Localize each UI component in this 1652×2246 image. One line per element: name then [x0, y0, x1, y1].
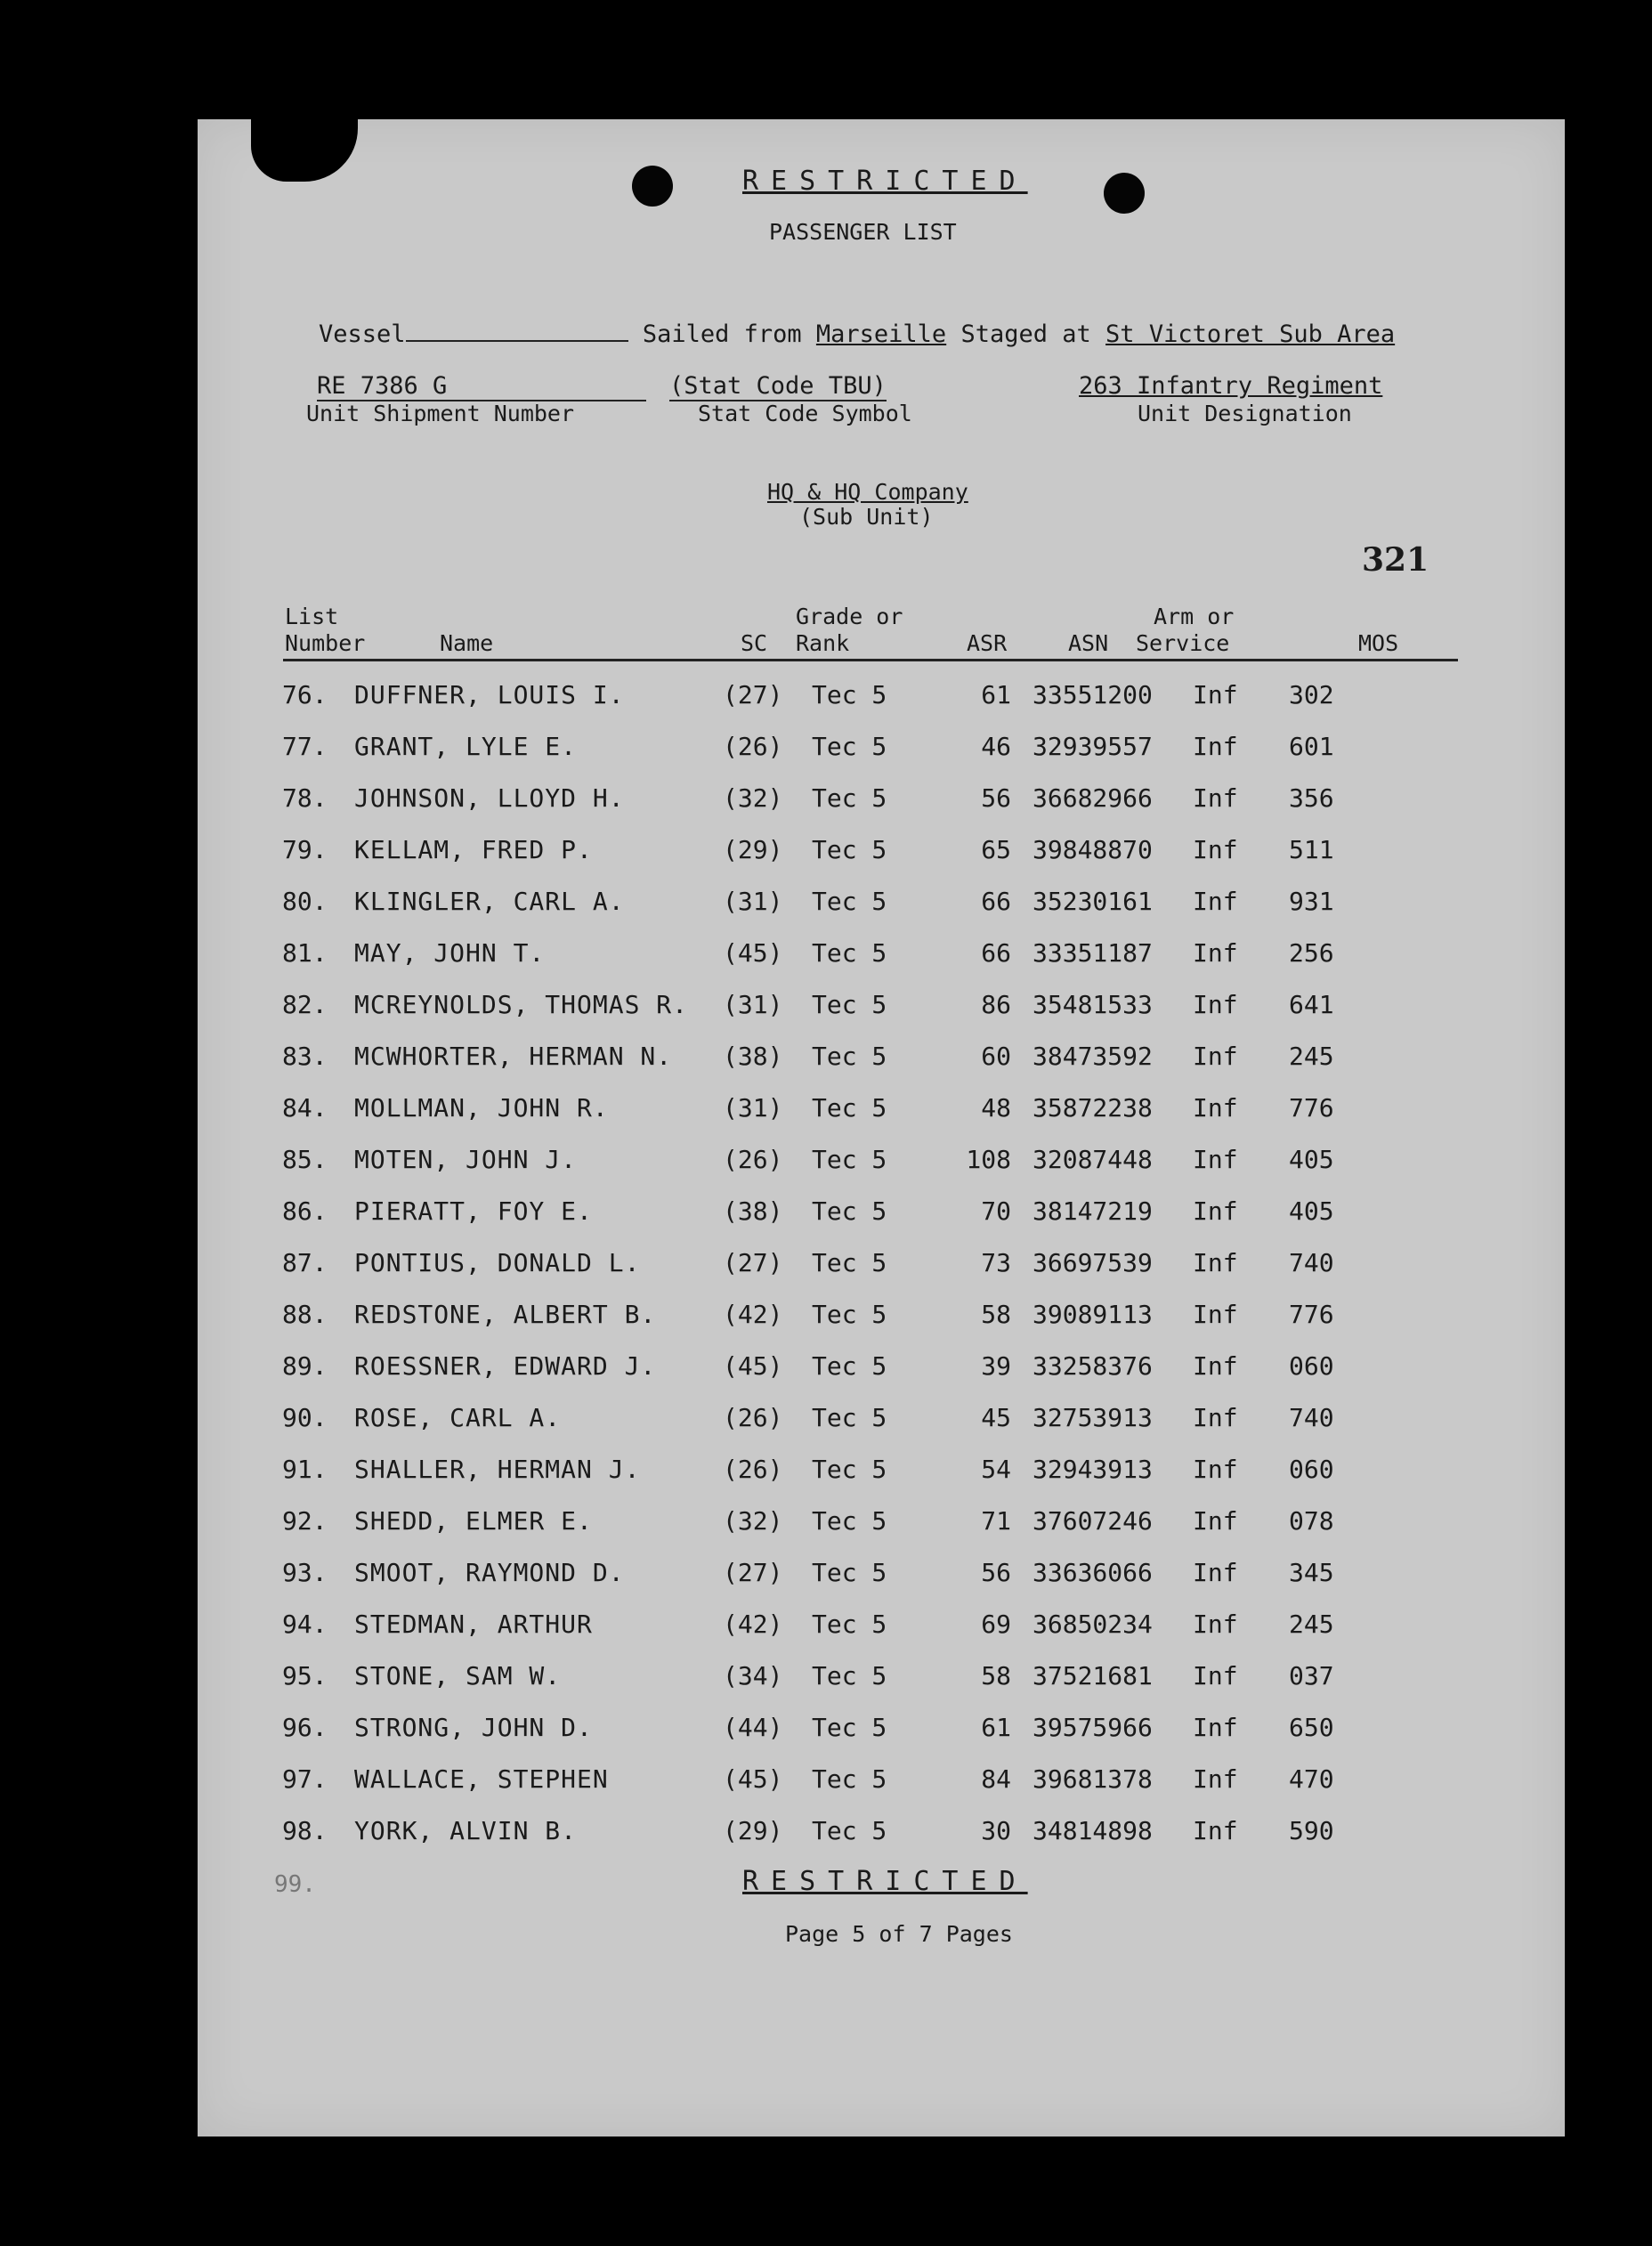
asn-cell: 39848870: [1032, 835, 1153, 864]
grade-cell: Tec 5: [812, 1764, 887, 1794]
arm-cell: Inf: [1193, 1300, 1238, 1329]
arm-cell: Inf: [1193, 990, 1238, 1019]
name-cell: ROSE, CARL A.: [354, 1403, 562, 1432]
sc-cell: (31): [723, 990, 783, 1019]
page-of: of: [879, 1921, 906, 1947]
table-row: [198, 680, 1565, 732]
header-grade: [796, 604, 903, 657]
name-cell: MAY, JOHN T.: [354, 938, 546, 968]
list-number-cell: 89.: [282, 1351, 328, 1381]
stamped-page-number: 321: [1362, 541, 1429, 579]
vessel-row: [319, 320, 1395, 348]
asn-cell: 36697539: [1032, 1248, 1153, 1277]
asn-cell: 32753913: [1032, 1403, 1153, 1432]
name-cell: YORK, ALVIN B.: [354, 1816, 578, 1845]
asn-cell: 32087448: [1032, 1145, 1153, 1174]
mos-cell: 245: [1289, 1609, 1334, 1639]
asr-cell: 69: [981, 1609, 1011, 1639]
asr-cell: 60: [981, 1042, 1011, 1071]
trailing-list-number: 99.: [274, 1871, 316, 1898]
sc-cell: (27): [723, 1558, 783, 1587]
list-number-cell: 88.: [282, 1300, 328, 1329]
table-row: [198, 1248, 1565, 1300]
grade-cell: Tec 5: [812, 1196, 887, 1226]
table-row: [198, 1506, 1565, 1558]
list-number-cell: 82.: [282, 990, 328, 1019]
header-list-number: [285, 604, 365, 657]
list-number-cell: 76.: [282, 680, 328, 709]
sc-cell: (42): [723, 1609, 783, 1639]
header-list-line1: List: [285, 604, 339, 629]
list-number-cell: 94.: [282, 1609, 328, 1639]
sc-cell: (27): [723, 1248, 783, 1277]
list-number-cell: 86.: [282, 1196, 328, 1226]
mos-cell: 037: [1289, 1661, 1334, 1691]
sc-cell: (32): [723, 783, 783, 813]
name-cell: STONE, SAM W.: [354, 1661, 562, 1691]
grade-cell: Tec 5: [812, 990, 887, 1019]
grade-cell: Tec 5: [812, 680, 887, 709]
grade-cell: Tec 5: [812, 1455, 887, 1484]
name-cell: KELLAM, FRED P.: [354, 835, 593, 864]
arm-cell: Inf: [1193, 1455, 1238, 1484]
name-cell: ROESSNER, EDWARD J.: [354, 1351, 657, 1381]
list-number-cell: 85.: [282, 1145, 328, 1174]
arm-cell: Inf: [1193, 1403, 1238, 1432]
list-number-cell: 83.: [282, 1042, 328, 1071]
asn-cell: 35872238: [1032, 1093, 1153, 1123]
sc-cell: (38): [723, 1196, 783, 1226]
table-row: [198, 1093, 1565, 1145]
sc-cell: (44): [723, 1713, 783, 1742]
grade-cell: Tec 5: [812, 938, 887, 968]
mos-cell: 060: [1289, 1351, 1334, 1381]
vessel-label: Vessel: [319, 320, 406, 348]
name-cell: MOTEN, JOHN J.: [354, 1145, 578, 1174]
table-row: [198, 887, 1565, 938]
table-row: [198, 1713, 1565, 1764]
list-number-cell: 81.: [282, 938, 328, 968]
torn-corner: [251, 119, 358, 182]
page-current: 5: [852, 1921, 866, 1947]
header-arm-line1: Arm or: [1154, 604, 1235, 629]
grade-cell: Tec 5: [812, 1661, 887, 1691]
asr-cell: 30: [981, 1816, 1011, 1845]
mos-cell: 776: [1289, 1093, 1334, 1123]
table-row: [198, 1609, 1565, 1661]
unit-shipment-number-label: Unit Shipment Number: [306, 401, 575, 426]
mos-cell: 740: [1289, 1248, 1334, 1277]
grade-cell: Tec 5: [812, 1351, 887, 1381]
name-cell: WALLACE, STEPHEN: [354, 1764, 609, 1794]
mos-cell: 650: [1289, 1713, 1334, 1742]
list-number-cell: 93.: [282, 1558, 328, 1587]
document-page: [198, 119, 1565, 2137]
table-row: [198, 1145, 1565, 1196]
asn-cell: 38147219: [1032, 1196, 1153, 1226]
list-number-cell: 80.: [282, 887, 328, 916]
grade-cell: Tec 5: [812, 1093, 887, 1123]
arm-cell: Inf: [1193, 887, 1238, 916]
table-row: [198, 938, 1565, 990]
asn-cell: 33258376: [1032, 1351, 1153, 1381]
sc-cell: (42): [723, 1300, 783, 1329]
grade-cell: Tec 5: [812, 732, 887, 761]
asr-cell: 61: [981, 1713, 1011, 1742]
unit-designation-label: Unit Designation: [1138, 401, 1352, 426]
mos-cell: 601: [1289, 732, 1334, 761]
page-total: 7: [919, 1921, 933, 1947]
grade-cell: Tec 5: [812, 1558, 887, 1587]
asn-cell: 35481533: [1032, 990, 1153, 1019]
classification-header: RESTRICTED: [742, 166, 1028, 197]
grade-cell: Tec 5: [812, 887, 887, 916]
asr-cell: 70: [981, 1196, 1011, 1226]
name-cell: SMOOT, RAYMOND D.: [354, 1558, 625, 1587]
arm-cell: Inf: [1193, 1558, 1238, 1587]
list-number-cell: 98.: [282, 1816, 328, 1845]
mos-cell: 590: [1289, 1816, 1334, 1845]
header-mos: MOS: [1358, 630, 1399, 656]
pages-label: Pages: [945, 1921, 1013, 1947]
name-cell: STEDMAN, ARTHUR: [354, 1609, 593, 1639]
sc-cell: (31): [723, 887, 783, 916]
table-row: [198, 732, 1565, 783]
page-label: Page: [785, 1921, 839, 1947]
arm-cell: Inf: [1193, 680, 1238, 709]
sc-cell: (45): [723, 1764, 783, 1794]
sc-cell: (26): [723, 732, 783, 761]
asr-cell: 45: [981, 1403, 1011, 1432]
arm-cell: Inf: [1193, 1145, 1238, 1174]
table-row: [198, 1300, 1565, 1351]
mos-cell: 345: [1289, 1558, 1334, 1587]
grade-cell: Tec 5: [812, 835, 887, 864]
asr-cell: 86: [981, 990, 1011, 1019]
arm-cell: Inf: [1193, 783, 1238, 813]
header-grade-line2: Rank: [796, 630, 850, 656]
asn-cell: 38473592: [1032, 1042, 1153, 1071]
mos-cell: 356: [1289, 783, 1334, 813]
asn-cell: 39575966: [1032, 1713, 1153, 1742]
stat-code-label: Stat Code Symbol: [698, 401, 912, 426]
asn-cell: 33636066: [1032, 1558, 1153, 1587]
mos-cell: 245: [1289, 1042, 1334, 1071]
arm-cell: Inf: [1193, 1248, 1238, 1277]
list-number-cell: 95.: [282, 1661, 328, 1691]
asn-cell: 39681378: [1032, 1764, 1153, 1794]
list-number-cell: 90.: [282, 1403, 328, 1432]
mos-cell: 256: [1289, 938, 1334, 968]
arm-cell: Inf: [1193, 938, 1238, 968]
grade-cell: Tec 5: [812, 1042, 887, 1071]
name-cell: GRANT, LYLE E.: [354, 732, 578, 761]
header-name: Name: [440, 630, 494, 656]
table-row: [198, 835, 1565, 887]
asr-cell: 65: [981, 835, 1011, 864]
grade-cell: Tec 5: [812, 1713, 887, 1742]
table-row: [198, 1455, 1565, 1506]
table-row: [198, 1661, 1565, 1713]
header-asr: ASR: [967, 630, 1008, 656]
header-sc: SC: [741, 630, 768, 656]
arm-cell: Inf: [1193, 835, 1238, 864]
list-number-cell: 77.: [282, 732, 328, 761]
name-cell: SHEDD, ELMER E.: [354, 1506, 593, 1536]
list-number-cell: 79.: [282, 835, 328, 864]
header-asn: ASN: [1068, 630, 1109, 656]
list-number-cell: 96.: [282, 1713, 328, 1742]
asr-cell: 39: [981, 1351, 1011, 1381]
sub-unit-label: (Sub Unit): [799, 504, 934, 530]
list-number-cell: 87.: [282, 1248, 328, 1277]
asn-cell: 32939557: [1032, 732, 1153, 761]
name-cell: SHALLER, HERMAN J.: [354, 1455, 641, 1484]
arm-cell: Inf: [1193, 1042, 1238, 1071]
list-number-cell: 84.: [282, 1093, 328, 1123]
document-title: PASSENGER LIST: [769, 219, 957, 245]
asr-cell: 66: [981, 938, 1011, 968]
asn-cell: 37521681: [1032, 1661, 1153, 1691]
sc-cell: (45): [723, 1351, 783, 1381]
asr-cell: 48: [981, 1093, 1011, 1123]
asr-cell: 108: [966, 1145, 1011, 1174]
stat-code-value: (Stat Code TBU): [669, 372, 887, 400]
arm-cell: Inf: [1193, 1093, 1238, 1123]
asn-cell: 35230161: [1032, 887, 1153, 916]
asr-cell: 56: [981, 1558, 1011, 1587]
asr-cell: 58: [981, 1300, 1011, 1329]
header-arm: [1136, 604, 1234, 657]
page-indicator: [785, 1921, 1013, 1947]
asr-cell: 54: [981, 1455, 1011, 1484]
name-cell: DUFFNER, LOUIS I.: [354, 680, 625, 709]
mos-cell: 511: [1289, 835, 1334, 864]
sc-cell: (45): [723, 938, 783, 968]
table-row: [198, 1764, 1565, 1816]
asn-cell: 33551200: [1032, 680, 1153, 709]
table-row: [198, 1196, 1565, 1248]
header-rule: [283, 659, 1458, 661]
mos-cell: 931: [1289, 887, 1334, 916]
staged-at-label: Staged at: [960, 320, 1091, 348]
arm-cell: Inf: [1193, 732, 1238, 761]
arm-cell: Inf: [1193, 1196, 1238, 1226]
asr-cell: 84: [981, 1764, 1011, 1794]
asn-cell: 32943913: [1032, 1455, 1153, 1484]
name-cell: STRONG, JOHN D.: [354, 1713, 593, 1742]
grade-cell: Tec 5: [812, 783, 887, 813]
asn-cell: 37607246: [1032, 1506, 1153, 1536]
table-row: [198, 1558, 1565, 1609]
sc-cell: (26): [723, 1145, 783, 1174]
asr-cell: 46: [981, 732, 1011, 761]
asr-cell: 61: [981, 680, 1011, 709]
mos-cell: 060: [1289, 1455, 1334, 1484]
asn-cell: 33351187: [1032, 938, 1153, 968]
asn-cell: 36682966: [1032, 783, 1153, 813]
punch-hole-left: [632, 166, 673, 207]
sc-cell: (26): [723, 1455, 783, 1484]
sc-cell: (26): [723, 1403, 783, 1432]
sc-cell: (34): [723, 1661, 783, 1691]
sc-cell: (27): [723, 680, 783, 709]
arm-cell: Inf: [1193, 1713, 1238, 1742]
grade-cell: Tec 5: [812, 1403, 887, 1432]
classification-footer: RESTRICTED: [742, 1866, 1028, 1897]
asn-cell: 39089113: [1032, 1300, 1153, 1329]
arm-cell: Inf: [1193, 1609, 1238, 1639]
grade-cell: Tec 5: [812, 1506, 887, 1536]
table-row: [198, 1816, 1565, 1868]
mos-cell: 302: [1289, 680, 1334, 709]
name-cell: REDSTONE, ALBERT B.: [354, 1300, 657, 1329]
mos-cell: 740: [1289, 1403, 1334, 1432]
name-cell: KLINGLER, CARL A.: [354, 887, 625, 916]
name-cell: MCREYNOLDS, THOMAS R.: [354, 990, 689, 1019]
vessel-value: [406, 340, 628, 342]
list-number-cell: 92.: [282, 1506, 328, 1536]
sc-cell: (31): [723, 1093, 783, 1123]
list-number-cell: 78.: [282, 783, 328, 813]
mos-cell: 776: [1289, 1300, 1334, 1329]
name-cell: MCWHORTER, HERMAN N.: [354, 1042, 673, 1071]
arm-cell: Inf: [1193, 1764, 1238, 1794]
asr-cell: 56: [981, 783, 1011, 813]
mos-cell: 405: [1289, 1196, 1334, 1226]
mos-cell: 470: [1289, 1764, 1334, 1794]
list-number-cell: 97.: [282, 1764, 328, 1794]
punch-hole-right: [1104, 173, 1145, 214]
arm-cell: Inf: [1193, 1351, 1238, 1381]
arm-cell: Inf: [1193, 1661, 1238, 1691]
grade-cell: Tec 5: [812, 1816, 887, 1845]
unit-designation-value: 263 Infantry Regiment: [1079, 372, 1383, 400]
asn-cell: 36850234: [1032, 1609, 1153, 1639]
name-cell: PONTIUS, DONALD L.: [354, 1248, 641, 1277]
sailed-from-label: Sailed from: [642, 320, 802, 348]
table-row: [198, 783, 1565, 835]
staged-at-value: St Victoret Sub Area: [1105, 320, 1396, 348]
table-row: [198, 1042, 1565, 1093]
table-row: [198, 1403, 1565, 1455]
grade-cell: Tec 5: [812, 1248, 887, 1277]
asr-cell: 58: [981, 1661, 1011, 1691]
sc-cell: (32): [723, 1506, 783, 1536]
sub-unit-value: HQ & HQ Company: [767, 479, 968, 505]
name-cell: PIERATT, FOY E.: [354, 1196, 593, 1226]
arm-cell: Inf: [1193, 1816, 1238, 1845]
asr-cell: 66: [981, 887, 1011, 916]
list-number-cell: 91.: [282, 1455, 328, 1484]
header-list-line2: Number: [285, 630, 366, 656]
name-cell: MOLLMAN, JOHN R.: [354, 1093, 609, 1123]
header-grade-line1: Grade or: [796, 604, 903, 629]
sc-cell: (29): [723, 835, 783, 864]
asr-cell: 71: [981, 1506, 1011, 1536]
mos-cell: 405: [1289, 1145, 1334, 1174]
arm-cell: Inf: [1193, 1506, 1238, 1536]
table-row: [198, 1351, 1565, 1403]
mos-cell: 078: [1289, 1506, 1334, 1536]
name-cell: JOHNSON, LLOYD H.: [354, 783, 625, 813]
grade-cell: Tec 5: [812, 1300, 887, 1329]
header-arm-line2: Service: [1136, 630, 1230, 656]
grade-cell: Tec 5: [812, 1145, 887, 1174]
sc-cell: (38): [723, 1042, 783, 1071]
sc-cell: (29): [723, 1816, 783, 1845]
grade-cell: Tec 5: [812, 1609, 887, 1639]
table-row: [198, 990, 1565, 1042]
unit-shipment-number-value: RE 7386 G: [317, 372, 646, 401]
sailed-from-value: Marseille: [815, 320, 947, 348]
asr-cell: 73: [981, 1248, 1011, 1277]
asn-cell: 34814898: [1032, 1816, 1153, 1845]
mos-cell: 641: [1289, 990, 1334, 1019]
